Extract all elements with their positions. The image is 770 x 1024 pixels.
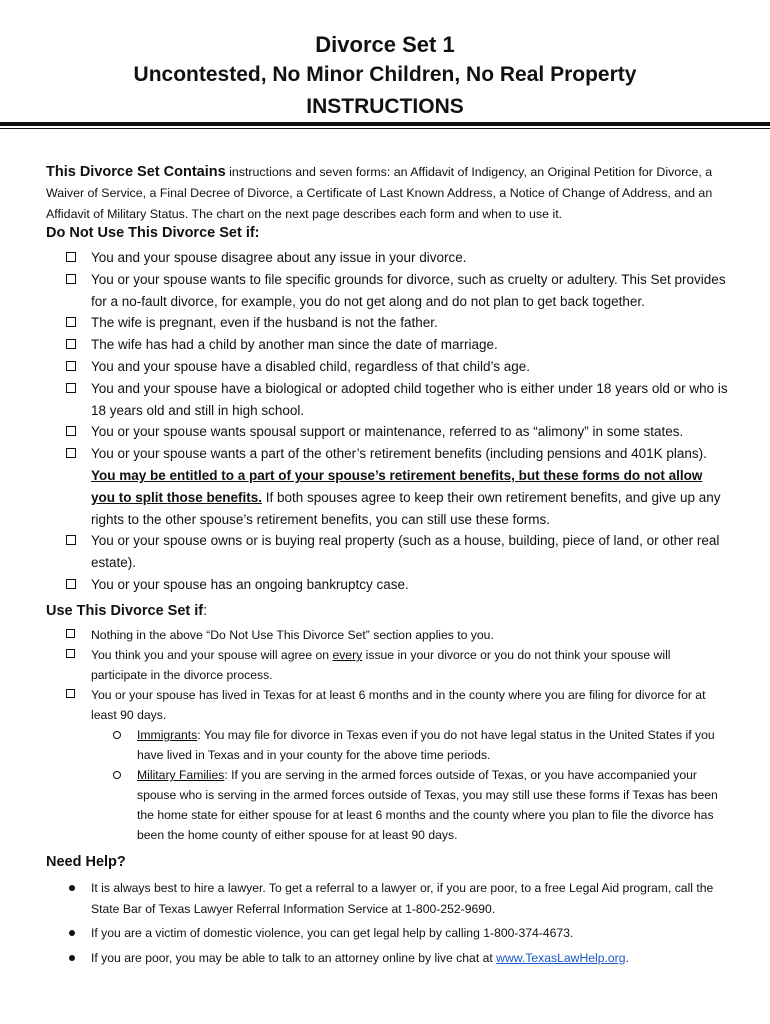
checkbox-icon <box>66 649 75 658</box>
checkbox-icon <box>66 383 76 393</box>
checkbox-icon <box>66 252 76 262</box>
checkbox-icon <box>66 535 76 545</box>
use-heading: Use This Divorce Set if: <box>46 603 208 619</box>
checkbox-icon <box>66 579 76 589</box>
sub-list <box>91 725 730 845</box>
circle-bullet-icon <box>113 731 121 739</box>
list-item: Nothing in the above “Do Not Use This Divorce Set” section applies to you. <box>66 625 730 645</box>
document-title: Divorce Set 1 <box>315 32 455 57</box>
checkbox-icon <box>66 317 76 327</box>
help-list <box>66 878 730 972</box>
texas-law-help-link[interactable]: www.TexasLawHelp.org <box>496 950 626 965</box>
bullet-icon <box>69 955 75 961</box>
intro-text: instructions and seven forms: an Affidavit of Indigency, an Original Petition for Divorce, a Waiver of Service, a Final Decree of Divorce, a Certificate of Last Known Address, a Notice of Change of Address, and an Affidavit of Military Status. The chart on the next page describes each form and when to use it. <box>46 165 713 222</box>
list-item: You or your spouse owns or is buying real property (such as a house, building, piece of land, or other real estate). <box>66 530 730 574</box>
instructions-heading: INSTRUCTIONS <box>306 95 464 118</box>
checkbox-icon <box>66 274 76 284</box>
list-item: You or your spouse wants spousal support or maintenance, referred to as “alimony” in some states. <box>66 421 730 443</box>
do-not-use-heading: Do Not Use This Divorce Set if: <box>46 225 260 241</box>
list-item: You and your spouse disagree about any issue in your divorce. <box>66 247 730 269</box>
list-item: The wife has had a child by another man since the date of marriage. <box>66 334 730 356</box>
list-item: You and your spouse have a disabled child, regardless of that child’s age. <box>66 356 730 378</box>
list-item: It is always best to hire a lawyer. To get a referral to a lawyer or, if you are poor, to a free Legal Aid program, call the State Bar of Texas Lawyer Referral Information Service at 1-800-252-9690. <box>66 878 730 919</box>
checkbox-icon <box>66 629 75 638</box>
list-item: You think you and your spouse will agree on every issue in your divorce or you do not think your spouse will participate in the divorce process. <box>66 645 730 685</box>
checkbox-icon <box>66 426 76 436</box>
sub-item-immigrants: Immigrants: You may file for divorce in Texas even if you do not have legal status in the United States if you have lived in Texas and in your county for the above time periods. <box>137 725 730 765</box>
list-item: You or your spouse wants to file specific grounds for divorce, such as cruelty or adultery. This Set provides for a no-fault divorce, for example, you do not get along and do not plan to get back together. <box>66 269 730 313</box>
do-not-use-list <box>66 247 730 596</box>
document-subtitle: Uncontested, No Minor Children, No Real Property <box>133 63 637 86</box>
list-item: You and your spouse have a biological or adopted child together who is either under 18 years old or who is 18 years old and still in high school. <box>66 378 730 422</box>
list-item: If you are a victim of domestic violence, you can get legal help by calling 1-800-374-4673. <box>66 923 730 944</box>
checkbox-icon <box>66 448 76 458</box>
bullet-icon <box>69 930 75 936</box>
list-item: If you are poor, you may be able to talk to an attorney online by live chat at www.TexasLawHelp.org. <box>66 948 730 969</box>
list-item: The wife is pregnant, even if the husband is not the father. <box>66 312 730 334</box>
heading-rule-thin <box>0 128 770 129</box>
checkbox-icon <box>66 339 76 349</box>
bullet-icon <box>69 885 75 891</box>
checkbox-icon <box>66 689 75 698</box>
intro-lead: This Divorce Set Contains <box>46 164 226 181</box>
need-help-heading: Need Help? <box>46 854 126 870</box>
intro-paragraph <box>46 162 736 225</box>
sub-item-military: Military Families: If you are serving in the armed forces outside of Texas, or you have accompanied your spouse who is serving in the armed forces outside of Texas, you may still use these forms if Texas has been the home state for either spouse for at least 6 months and the county where you plan to file the divorce has been the home county of either spouse for at least 90 days. <box>137 765 730 845</box>
list-item-retirement: You or your spouse wants a part of the other’s retirement benefits (including pensions and 401K plans). You may be entitled to a part of your spouse’s retirement benefits, but these forms do not allow you to split those benefits. If both spouses agree to keep their own retirement benefits, and give up any rights to the other spouse’s retirement benefits, you can still use these forms. <box>66 443 730 530</box>
circle-bullet-icon <box>113 771 121 779</box>
list-item: You or your spouse has lived in Texas for at least 6 months and in the county where you are filing for divorce for at least 90 days. Immigrants: You may file for divorce in Texas even if you do not have legal status in the United States if you have lived in Texas and in your county for the above time periods. Military Families: If you are serving in the armed forces outside of Texas, or you have accompanied your spouse who is serving in the armed forces outside of Texas, you may still use these forms if Texas has been the home state for either spouse for at least 6 months and the county where you plan to file the divorce has been the home county of either spouse for at least 90 days. <box>66 685 730 845</box>
retirement-warning: You may be entitled to a part of your spouse’s retirement benefits, but these forms do not allow you to split those benefits. <box>91 467 703 505</box>
heading-rule-thick <box>0 122 770 126</box>
list-item: You or your spouse has an ongoing bankruptcy case. <box>66 574 730 596</box>
checkbox-icon <box>66 361 76 371</box>
use-list <box>66 625 730 845</box>
